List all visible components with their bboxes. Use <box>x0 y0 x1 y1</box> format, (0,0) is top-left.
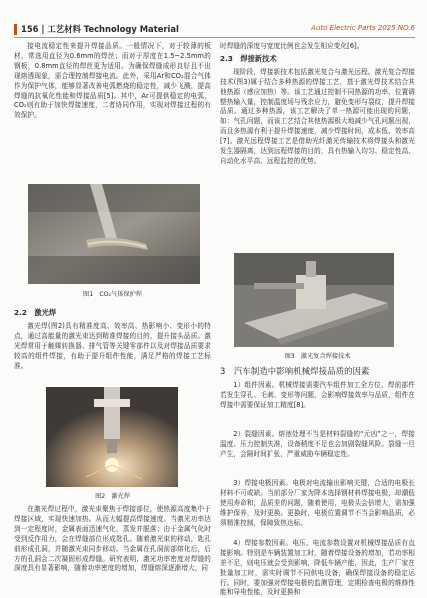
figure-3-caption: 图3 激光复合焊接技术 <box>284 353 351 360</box>
figure-1-caption: 图1 CO₂气体保护焊 <box>83 291 142 298</box>
list-item: 3）焊接电极因素。电极对电流输出影响关键，合适的电极长材料不可或缺。当前部分厂家为降本选择钢材料焊接电极，却潮低使用寿命和，品质差的问题，随着使用，电极头会倍增大，需加强维护保养，及时更换。更换时，电极位置调节不当会影响品质，必须精准控制，保障致热达标。 <box>220 478 415 527</box>
laser-hybrid-photo <box>234 253 394 347</box>
page-number: 156 <box>21 24 39 34</box>
list-item: 1）组件因素。机械焊接需要汽车组件加工全方位，焊前部件若发生穿孔、毛刺、变形等问题，会影响焊接效率与品质，组件在焊接中需要保证加工精度[8]。 <box>220 380 415 409</box>
body-paragraph: 在激光焊过程中，激光束聚焦于焊接部位，使热源高度集中于焊接区域，实现快速加热。从而大幅提高焊接速度。当激光功率达到一定程度时，金属表面迅速气化，蒸发并脱落；由于金属气化时受到反作用力，会在焊缝部位形成匙孔。随着激光束的移动，匙孔前形成孔洞，并随激光束同步移动。当金属在孔洞前部熔化后，后方的孔洞会二次凝固形成焊缝。研究表明，激光功率密度对焊缝的深度具有显著影响，随着功率密度的增加，焊缝熔深逐渐增大，同 <box>14 505 211 573</box>
journal-section: | 工艺材料 Technology Material <box>41 24 179 34</box>
body-paragraph: 接电流稳定性来提升焊接品质。一般情况下，对于较薄的板材，常选用直径为0.6mm的焊丝；而对于厚度在1.5~2.5mm的钢板，0.8mm直径的焊丝更为适用。为确保焊缝成形良好且不出现熔透现象，需合理控制焊接电流。此外，采用Ar和CO₂混合气体作为保护气体，能够显著改善电弧燃烧的稳定性，减少飞溅，提高焊缝的抗氧化性能和焊接品质[5]。其中，Ar可提供稳定的电弧，CO₂则有助于加快焊接速度，二者协同作用，实现对焊接过程的有效保护。 <box>14 42 211 120</box>
list-item: 4）焊接参数因素。电压、电流参数设置对机械焊接品质有直接影响。特别是车辆装置加工时，随着焊接设备的增加，若功率相差不足，则电压就会受到影响，降低车辆产能，因此，生产厂家在批量加工时，需实时调节不同供电设备，确保焊接设备的稳定运行。同时，要加强对焊接电极的监测管理，定期检查电极的维修性能和导电性能，及时更换和 <box>220 538 415 597</box>
section-heading-2-3: 2.3 焊接新技术 <box>220 53 277 63</box>
journal-issue: Auto Electric Parts 2025 NO.6 <box>311 24 415 32</box>
laser-welding-photo <box>46 387 178 487</box>
header-accent-bar <box>14 24 17 35</box>
body-paragraph: 激光焊(图2)具有精准度高、效率高、热影响小、变形小的特点，通过高能量的激光束达到精准焊接的目的，提升接头品质。激光焊常用于触媒转换器、排气管等关键零部件以及对焊接品质要求较高的组件焊接，有助于提升组件性能，满足严格的焊接工艺标准。 <box>14 321 211 370</box>
left-column-bottom <box>14 505 211 584</box>
body-paragraph: 现阶段，焊接新技术包括激光复合与激光远程。激光复合焊接技术(图3)属于结合多种热源的焊接工艺，基于激光焊技术结合其他热源（感应加热）等。该工艺通过控制不同热源的功率、位置调整热输入量，控制温度场与残余应力，避免变形与裂纹，提升焊接品质。通过多种热源，该工艺解决了单一热源可能出现的问题，如：气孔问题，而该工艺结合其他热源极大地减少气孔问题出现，而且多热源有利于提升焊接速度，减少焊接时间，成本低、效率高[7]。激光远程焊接工艺是借助光纤激光传输技术将焊接头和激光发生器隔离，达到远程焊接的目的，具有热输入均匀、稳定性高、自动化水平高、远程监控的优势。 <box>220 67 415 165</box>
section-heading-3: 3 汽车制造中影响机械焊接品质的因素 <box>220 366 370 376</box>
body-paragraph: 时焊缝的深度与宽度比例也会发生相应变化[6]。 <box>220 42 364 50</box>
figure-laser-hybrid <box>234 253 394 347</box>
figure-2-caption: 图2 激光焊 <box>95 493 130 500</box>
right-column-bottom <box>220 363 415 597</box>
section-heading-2-2: 2.2 激光焊 <box>14 308 57 317</box>
co2-welding-photo <box>28 184 200 284</box>
figure-co2-welding <box>28 184 200 284</box>
left-column-top <box>14 42 211 181</box>
figure-laser-welding <box>46 387 178 487</box>
page-header <box>0 0 427 40</box>
list-item: 2）裂缝因素。熔池处理不当是材料裂缝的“元凶”之一，焊接温度、压力控制失准，设备稍度不足也会加剧裂缝风险。裂缝一旦产生，会隔时间扩张，严重威胁车辆稳定性。 <box>220 429 415 458</box>
header-left <box>21 23 179 35</box>
left-column-mid <box>14 305 211 392</box>
right-column-top <box>220 42 415 256</box>
header-divider <box>14 37 415 38</box>
